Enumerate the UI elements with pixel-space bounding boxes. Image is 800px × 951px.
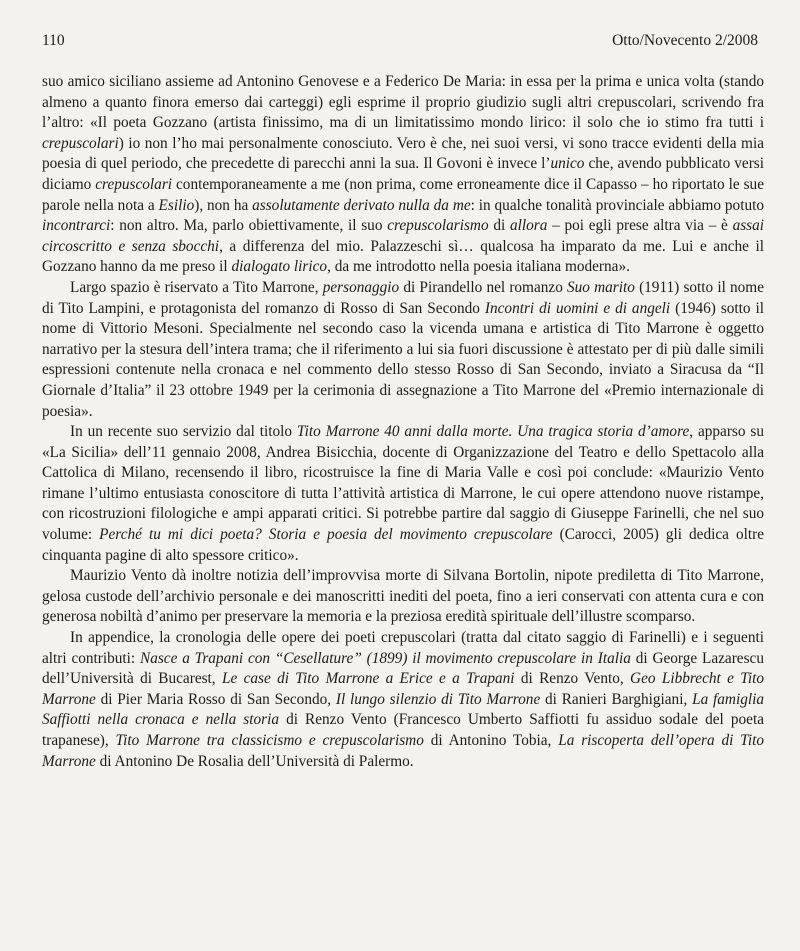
text-run: (1911) sotto il nome di Tito Lampini, e protagonista del romanzo di Rosso di San Secondo [42,278,764,317]
italic-text: Tito Marrone tra classicismo e crepuscolarismo [115,732,424,749]
italic-text: personaggio [322,278,400,296]
italic-text: La riscoperta dell’opera di Tito Marrone [42,732,764,770]
text-run: (Carocci, 2005) gli dedica oltre cinquanta pagine di alto spessore critico». [42,526,765,564]
text-run: suo amico siciliano assieme ad Antonino Genovese e a Federico De Maria: in essa per la prima e unica volta (stando almeno a quanto finora emerso dai carteggi) egli esprime il proprio giudizio sugli altri crepuscolari, scrivendo fra l’altro: «Il poeta Gozzano (artista finissimo, ma di un limitatissimo mondo lirico: il solo che io stimo fra tutti i [42,73,764,132]
text-run: di Pirandello nel romanzo [399,278,567,296]
running-header [42,32,758,50]
text-run: ) io non l’ho mai personalmente conosciuto. Vero è che, nei suoi versi, vi sono tracce evidenti della mia poesia di quel periodo, che precedette di parecchi anni la sua. Il Govoni è invece l’ [42,134,764,173]
text-run: , a differenza del mio. Palazzeschi sì… qualcosa ha imparato da me. Lui e anche il Gozzano hanno da me preso il [42,237,764,276]
text-run: Maurizio Vento dà inoltre notizia dell’improvvisa morte di Silvana Bortolin, nipote prediletta di Tito Marrone, gelosa custode dell’archivio personale e dei manoscritti inediti del poeta, fino a ieri conservati con attenta cura e con generosa nobiltà d’animo per preservare la memoria e la preziosa eredità spirituale dell’illustre scomparso. [42,567,764,626]
text-run: , da me introdotto nella poesia italiana moderna». [327,258,630,276]
italic-text: allora [509,217,548,235]
paragraph [42,72,764,278]
text-run: di Pier Maria Rosso di San Secondo, [95,690,336,708]
text-run: : non altro. Ma, parlo obiettivamente, il suo [110,217,388,235]
italic-text: Nasce a Trapani con “Cesellature” (1899) il movimento crepuscolare in Italia [140,649,631,667]
italic-text: Tito Marrone 40 anni dalla morte. Una tragica storia d’amore [296,423,690,441]
journal-title: Otto/Novecento 2/2008 [612,32,758,49]
italic-text: Suo marito [567,278,635,296]
italic-text: Perché tu mi dici poeta? Storia e poesia del movimento crepuscolare [99,526,553,544]
italic-text: unico [550,155,585,173]
italic-text: crepuscolari [95,175,173,193]
page-number: 110 [42,32,65,49]
body-text [42,72,764,772]
text-run: Largo spazio è riservato a Tito Marrone, [70,278,323,296]
paragraph [42,422,764,566]
text-run: di [488,217,510,235]
italic-text: Le case di Tito Marrone a Erice e a Trapani [221,670,515,688]
text-run: : in qualche tonalità provinciale abbiamo potuto [470,196,764,214]
italic-text: assolutamente derivato nulla da me [252,196,471,214]
text-run: contemporaneamente a me (non prima, come erroneamente dice il Capasso – ho riportato le sue parole nella nota a [42,175,764,214]
paragraph [42,628,764,772]
text-run: , apparso su «La Sicilia» dell’11 gennaio 2008, Andrea Bisicchia, docente di Organizzazione del Teatro e dello Spettacolo alla Cattolica di Milano, recensendo il libro, ricostruisce la fine di Maria Valle e così poi conclude: «Maurizio Vento rimane l’ultimo entusiasta conoscitore di tutta l’attività artistica di Marrone, le cui opere attendono nuove ristampe, con ricostruzioni filologiche e ampi apparati critici. Si potrebbe partire dal saggio di Giuseppe Farinelli, che nel suo volume: [42,423,764,544]
italic-text: incontrarci [42,217,111,235]
text-run: di George Lazarescu dell’Università di Bucarest, [42,649,764,688]
italic-text: crepuscolari [42,134,119,152]
text-run: di Ranieri Barghigiani, [540,690,693,708]
italic-text: crepuscolarismo [387,217,489,235]
italic-text: La famiglia Saffiotti nella cronaca e nella storia [42,690,764,729]
text-run: di Renzo Vento, [514,670,631,688]
text-run: di Renzo Vento (Francesco Umberto Saffiotti fu assiduo sodale del poeta trapanese), [42,711,764,749]
text-run: In un recente suo servizio dal titolo [70,423,297,441]
paragraph [42,278,764,422]
paragraph [42,566,764,628]
text-run: In appendice, la cronologia delle opere dei poeti crepuscolari (tratta dal citato saggio di Farinelli) e i seguenti altri contributi: [42,629,764,667]
text-run: ), non ha [194,196,253,214]
text-run: di Antonino De Rosalia dell’Università di Palermo. [95,752,414,770]
italic-text: Incontri di uomini e di angeli [484,299,671,317]
text-run: (1946) sotto il nome di Vittorio Mesoni. Specialmente nel secondo caso la vicenda umana e artistica di Tito Marrone è oggetto narrativo per la stesura dell’intera trama; che il riferimento a lui sia fuori discussione è attestato per di più dalle simili espressioni contenute nella cronaca e nel commento dello stesso Rosso di San Secondo, inviato a Siracusa da “Il Giornale d’Italia” il 23 ottobre 1949 per la cerimonia di assegnazione a Tito Marrone del «Premio internazionale di poesia». [42,299,765,420]
text-run: che, avendo pubblicato versi diciamo [42,155,764,193]
text-run: di Antonino Tobia, [423,732,559,749]
italic-text: Geo Libbrecht e Tito Marrone [42,670,765,708]
italic-text: Esilio [158,196,195,214]
italic-text: assai circoscritto e senza sbocchi [42,217,765,255]
italic-text: Il lungo silenzio di Tito Marrone [335,690,541,708]
text-run: – poi egli prese altra via – è [547,217,733,235]
italic-text: dialogato lirico [231,258,328,276]
